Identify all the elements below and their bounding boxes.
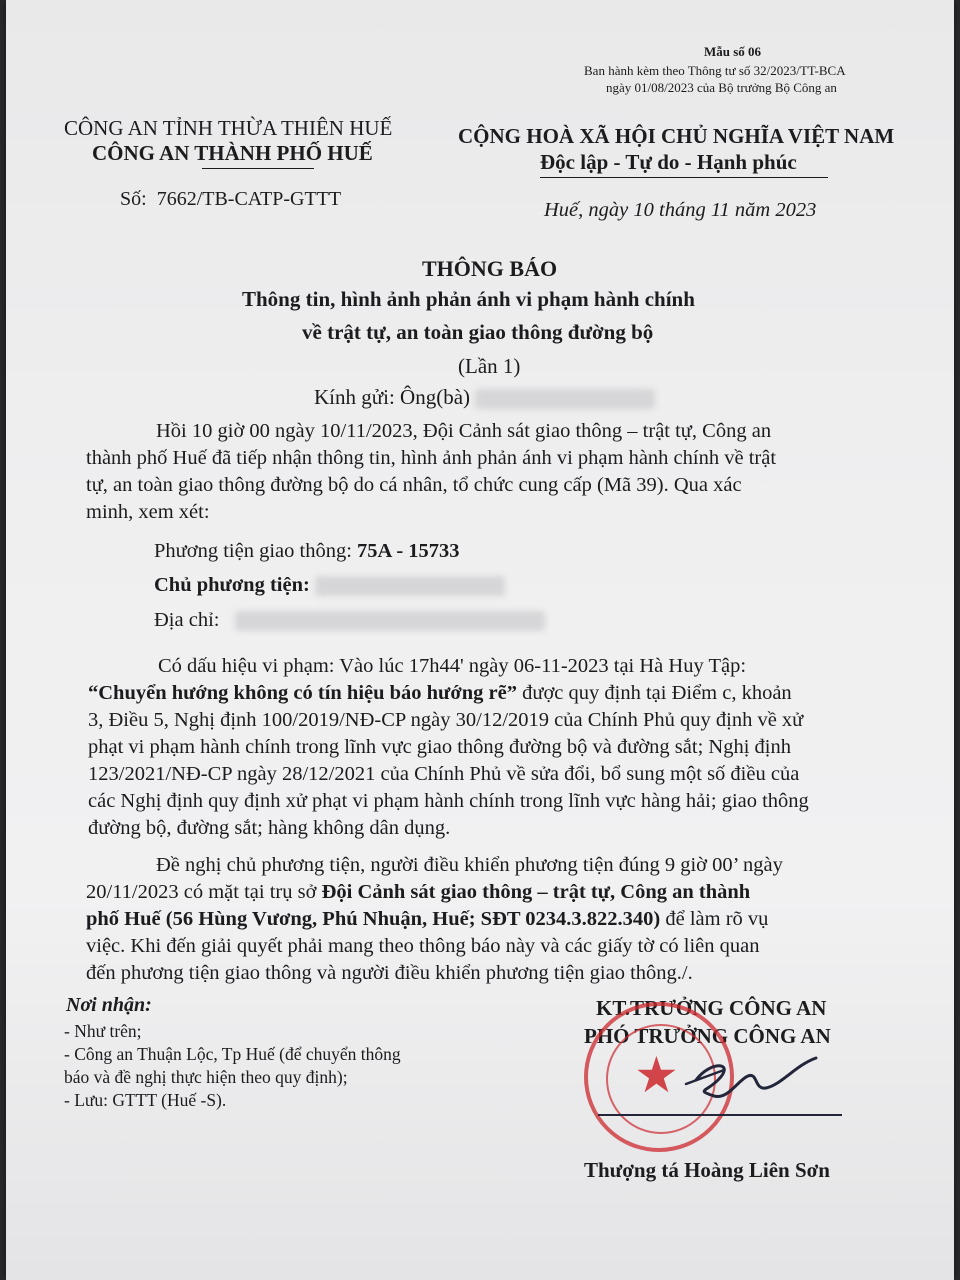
violation-paragraph bbox=[88, 653, 888, 842]
agency-underline bbox=[202, 168, 314, 169]
recipient-item: - Lưu: GTTT (Huế -S). bbox=[64, 1090, 227, 1110]
form-issued-line1: Ban hành kèm theo Thông tư số 32/2023/TT-BCA bbox=[584, 63, 846, 78]
agency-parent: CÔNG AN TỈNH THỪA THIÊN HUẾ bbox=[64, 116, 393, 140]
document-number-value: 7662/TB-CATP-GTTT bbox=[156, 188, 342, 210]
motto-underline bbox=[540, 177, 828, 178]
request-paragraph bbox=[86, 852, 886, 987]
request-line: việc. Khi đến giải quyết phải mang theo thông báo này và các giấy tờ có liên quan bbox=[86, 935, 760, 957]
signature-stroke bbox=[598, 1114, 842, 1116]
document-number bbox=[120, 188, 341, 211]
request-line bbox=[86, 906, 886, 933]
violation-quote: “Chuyển hướng không có tín hiệu báo hướng rẽ” bbox=[88, 682, 517, 704]
redacted-address bbox=[235, 611, 545, 631]
redacted-addressee bbox=[475, 389, 655, 409]
document-page bbox=[6, 0, 954, 1280]
notice-round: (Lần 1) bbox=[458, 354, 521, 378]
vehicle-plate-label: Phương tiện giao thông: bbox=[154, 540, 352, 562]
star-icon: ★ bbox=[634, 1046, 679, 1104]
violation-line-rest: được quy định tại Điểm c, khoản bbox=[516, 682, 792, 704]
vehicle-plate-value: 75A - 15733 bbox=[357, 540, 460, 562]
intro-line: Hồi 10 giờ 00 ngày 10/11/2023, Đội Cảnh sát giao thông – trật tự, Công an bbox=[156, 420, 772, 442]
signature-line-2: PHÓ TRƯỞNG CÔNG AN bbox=[584, 1024, 831, 1048]
intro-line: minh, xem xét: bbox=[86, 501, 210, 523]
notice-subtitle-1: Thông tin, hình ảnh phản ánh vi phạm hành chính bbox=[242, 287, 695, 311]
violation-line: Có dấu hiệu vi phạm: Vào lúc 17h44' ngày 06-11-2023 tại Hà Huy Tập: bbox=[158, 655, 747, 677]
request-line-plain: để làm rõ vụ bbox=[660, 908, 769, 930]
intro-paragraph bbox=[86, 418, 886, 526]
recipient-item: - Công an Thuận Lộc, Tp Huế (để chuyển thông bbox=[64, 1044, 401, 1064]
vehicle-plate-row bbox=[154, 538, 460, 565]
form-issued-line2: ngày 01/08/2023 của Bộ trưởng Bộ Công an bbox=[606, 80, 837, 95]
addressee-label: Kính gửi: Ông(bà) bbox=[314, 385, 471, 409]
signature-line-1: KT.TRƯỞNG CÔNG AN bbox=[596, 996, 827, 1020]
vehicle-owner-row bbox=[154, 572, 505, 599]
violation-line: 3, Điều 5, Nghị định 100/2019/NĐ-CP ngày 30/12/2019 của Chính Phủ quy định về xử bbox=[88, 709, 804, 731]
violation-line: đường bộ, đường sắt; hàng không dân dụng. bbox=[88, 817, 451, 839]
redacted-owner bbox=[315, 576, 505, 596]
notice-subtitle-2: về trật tự, an toàn giao thông đường bộ bbox=[302, 320, 654, 344]
vehicle-address-label: Địa chỉ: bbox=[154, 609, 220, 631]
violation-line: 123/2021/NĐ-CP ngày 28/12/2021 của Chính Phủ về sửa đổi, bổ sung một số điều của bbox=[88, 763, 800, 785]
agency-name: CÔNG AN THÀNH PHỐ HUẾ bbox=[92, 141, 373, 165]
recipients-title: Nơi nhận: bbox=[66, 994, 152, 1016]
nation-motto: Độc lập - Tự do - Hạnh phúc bbox=[540, 150, 797, 174]
document-number-label: Số: bbox=[120, 188, 147, 210]
request-line-plain: 20/11/2023 có mặt tại trụ sở bbox=[86, 881, 322, 903]
recipient-item: - Như trên; bbox=[64, 1021, 142, 1041]
addressee-line bbox=[314, 385, 655, 410]
form-number: Mẫu số 06 bbox=[704, 44, 762, 59]
violation-line: phạt vi phạm hành chính trong lĩnh vực giao thông đường bộ và đường sắt; Nghị định bbox=[88, 736, 791, 758]
vehicle-address-row bbox=[154, 607, 545, 634]
request-line: Đề nghị chủ phương tiện, người điều khiển phương tiện đúng 9 giờ 00’ ngày bbox=[156, 854, 783, 876]
vehicle-owner-label: Chủ phương tiện: bbox=[154, 574, 310, 596]
violation-line bbox=[88, 680, 888, 707]
request-line bbox=[86, 879, 886, 906]
handwritten-signature-icon bbox=[666, 1040, 826, 1110]
request-address-bold: phố Huế (56 Hùng Vương, Phú Nhuận, Huế; SĐT 0234.3.822.340) bbox=[86, 908, 661, 930]
recipients-list bbox=[64, 1020, 401, 1112]
intro-line: tự, an toàn giao thông đường bộ do cá nhân, tổ chức cung cấp (Mã 39). Qua xác bbox=[86, 474, 742, 496]
signer-name: Thượng tá Hoàng Liên Sơn bbox=[584, 1158, 830, 1182]
request-line: đến phương tiện giao thông và người điều khiển phương tiện giao thông./. bbox=[86, 962, 693, 984]
violation-line: các Nghị định quy định xử phạt vi phạm hành chính trong lĩnh vực hàng hải; giao thông bbox=[88, 790, 809, 812]
intro-line: thành phố Huế đã tiếp nhận thông tin, hình ảnh phản ánh vi phạm hành chính về trật bbox=[86, 447, 777, 469]
recipient-item: báo và đề nghị thực hiện theo quy định); bbox=[64, 1067, 348, 1087]
place-date: Huế, ngày 10 tháng 11 năm 2023 bbox=[544, 199, 817, 221]
nation-title: CỘNG HOÀ XÃ HỘI CHỦ NGHĨA VIỆT NAM bbox=[458, 124, 895, 148]
request-line-bold: Đội Cảnh sát giao thông – trật tự, Công an thành bbox=[321, 881, 751, 903]
notice-title: THÔNG BÁO bbox=[422, 256, 558, 281]
